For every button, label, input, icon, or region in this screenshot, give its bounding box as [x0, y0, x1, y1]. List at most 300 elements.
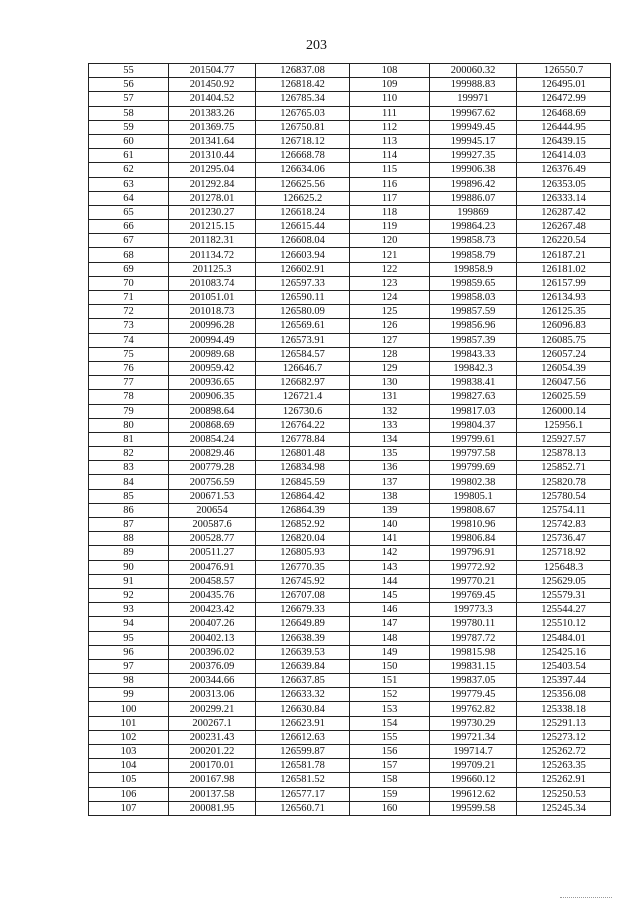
x-coordinate-right: 199709.21 — [430, 759, 517, 773]
x-coordinate-left: 201292.84 — [169, 177, 256, 191]
y-coordinate-right: 126376.49 — [517, 163, 611, 177]
y-coordinate-right: 126267.48 — [517, 220, 611, 234]
point-number-left: 96 — [89, 645, 169, 659]
point-number-right: 149 — [350, 645, 430, 659]
point-number-right: 143 — [350, 560, 430, 574]
x-coordinate-left: 200376.09 — [169, 659, 256, 673]
y-coordinate-right: 126333.14 — [517, 191, 611, 205]
x-coordinate-right: 199806.84 — [430, 532, 517, 546]
point-number-left: 67 — [89, 234, 169, 248]
x-coordinate-left: 200756.59 — [169, 475, 256, 489]
point-number-left: 75 — [89, 347, 169, 361]
x-coordinate-left: 201278.01 — [169, 191, 256, 205]
point-number-left: 71 — [89, 291, 169, 305]
y-coordinate-right: 126054.39 — [517, 361, 611, 375]
table-row — [89, 787, 611, 801]
x-coordinate-left: 200167.98 — [169, 773, 256, 787]
point-number-right: 110 — [350, 92, 430, 106]
point-number-left: 63 — [89, 177, 169, 191]
table-row — [89, 361, 611, 375]
y-coordinate-left: 126573.91 — [256, 333, 350, 347]
point-number-right: 148 — [350, 631, 430, 645]
y-coordinate-left: 126569.61 — [256, 319, 350, 333]
y-coordinate-right: 126220.54 — [517, 234, 611, 248]
x-coordinate-right: 199772.92 — [430, 560, 517, 574]
y-coordinate-right: 125356.08 — [517, 688, 611, 702]
table-row — [89, 645, 611, 659]
point-number-left: 62 — [89, 163, 169, 177]
table-row — [89, 191, 611, 205]
table-row — [89, 489, 611, 503]
x-coordinate-right: 199770.21 — [430, 574, 517, 588]
point-number-right: 159 — [350, 787, 430, 801]
x-coordinate-right: 199730.29 — [430, 716, 517, 730]
y-coordinate-right: 126157.99 — [517, 276, 611, 290]
y-coordinate-right: 125263.35 — [517, 759, 611, 773]
x-coordinate-right: 199799.69 — [430, 461, 517, 475]
point-number-left: 100 — [89, 702, 169, 716]
y-coordinate-left: 126581.52 — [256, 773, 350, 787]
y-coordinate-right: 126181.02 — [517, 262, 611, 276]
y-coordinate-left: 126577.17 — [256, 787, 350, 801]
x-coordinate-right: 199858.79 — [430, 248, 517, 262]
y-coordinate-right: 125852.71 — [517, 461, 611, 475]
point-number-right: 139 — [350, 503, 430, 517]
point-number-right: 137 — [350, 475, 430, 489]
point-number-right: 156 — [350, 745, 430, 759]
point-number-left: 94 — [89, 617, 169, 631]
table-row — [89, 276, 611, 290]
x-coordinate-right: 199967.62 — [430, 106, 517, 120]
y-coordinate-right: 125262.72 — [517, 745, 611, 759]
x-coordinate-left: 200458.57 — [169, 574, 256, 588]
x-coordinate-right: 199843.33 — [430, 347, 517, 361]
x-coordinate-left: 200671.53 — [169, 489, 256, 503]
x-coordinate-right: 199869 — [430, 205, 517, 219]
y-coordinate-right: 125250.53 — [517, 787, 611, 801]
point-number-right: 147 — [350, 617, 430, 631]
y-coordinate-right: 126057.24 — [517, 347, 611, 361]
point-number-left: 97 — [89, 659, 169, 673]
point-number-right: 131 — [350, 390, 430, 404]
y-coordinate-right: 125403.54 — [517, 659, 611, 673]
table-row — [89, 149, 611, 163]
x-coordinate-left: 200137.58 — [169, 787, 256, 801]
point-number-right: 119 — [350, 220, 430, 234]
table-row — [89, 801, 611, 815]
x-coordinate-right: 199827.63 — [430, 390, 517, 404]
y-coordinate-right: 125425.16 — [517, 645, 611, 659]
y-coordinate-right: 125338.18 — [517, 702, 611, 716]
y-coordinate-left: 126584.57 — [256, 347, 350, 361]
point-number-left: 60 — [89, 134, 169, 148]
table-row — [89, 674, 611, 688]
y-coordinate-left: 126623.91 — [256, 716, 350, 730]
point-number-right: 116 — [350, 177, 430, 191]
point-number-left: 87 — [89, 518, 169, 532]
y-coordinate-right: 125397.44 — [517, 674, 611, 688]
x-coordinate-right: 199859.65 — [430, 276, 517, 290]
point-number-left: 55 — [89, 64, 169, 78]
table-row — [89, 134, 611, 148]
y-coordinate-left: 126668.78 — [256, 149, 350, 163]
y-coordinate-left: 126864.42 — [256, 489, 350, 503]
table-row — [89, 248, 611, 262]
point-number-left: 56 — [89, 78, 169, 92]
point-number-right: 145 — [350, 588, 430, 602]
point-number-left: 92 — [89, 588, 169, 602]
point-number-left: 66 — [89, 220, 169, 234]
y-coordinate-left: 126820.04 — [256, 532, 350, 546]
point-number-left: 79 — [89, 404, 169, 418]
point-number-left: 98 — [89, 674, 169, 688]
y-coordinate-right: 126444.95 — [517, 120, 611, 134]
point-number-right: 125 — [350, 305, 430, 319]
y-coordinate-right: 126353.05 — [517, 177, 611, 191]
point-number-left: 81 — [89, 432, 169, 446]
coordinate-table-body — [89, 64, 611, 816]
x-coordinate-left: 201369.75 — [169, 120, 256, 134]
x-coordinate-right: 199612.62 — [430, 787, 517, 801]
x-coordinate-right: 199857.59 — [430, 305, 517, 319]
x-coordinate-left: 200231.43 — [169, 730, 256, 744]
y-coordinate-right: 126096.83 — [517, 319, 611, 333]
y-coordinate-right: 126085.75 — [517, 333, 611, 347]
point-number-right: 122 — [350, 262, 430, 276]
table-row — [89, 376, 611, 390]
table-row — [89, 730, 611, 744]
point-number-right: 120 — [350, 234, 430, 248]
y-coordinate-left: 126646.7 — [256, 361, 350, 375]
point-number-left: 73 — [89, 319, 169, 333]
y-coordinate-left: 126765.03 — [256, 106, 350, 120]
x-coordinate-left: 200854.24 — [169, 432, 256, 446]
x-coordinate-left: 201404.52 — [169, 92, 256, 106]
x-coordinate-left: 200396.02 — [169, 645, 256, 659]
x-coordinate-right: 199810.96 — [430, 518, 517, 532]
y-coordinate-left: 126745.92 — [256, 574, 350, 588]
y-coordinate-right: 126047.56 — [517, 376, 611, 390]
y-coordinate-right: 125262.91 — [517, 773, 611, 787]
table-row — [89, 475, 611, 489]
y-coordinate-right: 125820.78 — [517, 475, 611, 489]
x-coordinate-left: 200829.46 — [169, 447, 256, 461]
point-number-left: 103 — [89, 745, 169, 759]
x-coordinate-left: 200344.66 — [169, 674, 256, 688]
point-number-right: 117 — [350, 191, 430, 205]
table-row — [89, 461, 611, 475]
x-coordinate-left: 200989.68 — [169, 347, 256, 361]
x-coordinate-right: 199856.96 — [430, 319, 517, 333]
x-coordinate-right: 199838.41 — [430, 376, 517, 390]
table-row — [89, 688, 611, 702]
point-number-right: 112 — [350, 120, 430, 134]
point-number-left: 102 — [89, 730, 169, 744]
point-number-right: 141 — [350, 532, 430, 546]
point-number-left: 89 — [89, 546, 169, 560]
y-coordinate-right: 126472.99 — [517, 92, 611, 106]
x-coordinate-left: 200170.01 — [169, 759, 256, 773]
y-coordinate-right: 126125.35 — [517, 305, 611, 319]
x-coordinate-left: 200402.13 — [169, 631, 256, 645]
y-coordinate-right: 126287.42 — [517, 205, 611, 219]
point-number-left: 106 — [89, 787, 169, 801]
point-number-right: 111 — [350, 106, 430, 120]
table-row — [89, 759, 611, 773]
point-number-right: 114 — [350, 149, 430, 163]
point-number-left: 82 — [89, 447, 169, 461]
y-coordinate-left: 126778.84 — [256, 432, 350, 446]
table-row — [89, 574, 611, 588]
x-coordinate-left: 201341.64 — [169, 134, 256, 148]
point-number-left: 90 — [89, 560, 169, 574]
page-number: 203 — [306, 38, 327, 53]
point-number-left: 91 — [89, 574, 169, 588]
y-coordinate-left: 126649.89 — [256, 617, 350, 631]
y-coordinate-right: 126134.93 — [517, 291, 611, 305]
point-number-right: 128 — [350, 347, 430, 361]
table-row — [89, 603, 611, 617]
point-number-left: 57 — [89, 92, 169, 106]
x-coordinate-left: 200511.27 — [169, 546, 256, 560]
y-coordinate-right: 125291.13 — [517, 716, 611, 730]
x-coordinate-left: 200081.95 — [169, 801, 256, 815]
x-coordinate-right: 199787.72 — [430, 631, 517, 645]
x-coordinate-left: 201215.15 — [169, 220, 256, 234]
table-row — [89, 631, 611, 645]
point-number-right: 138 — [350, 489, 430, 503]
x-coordinate-right: 199864.23 — [430, 220, 517, 234]
point-number-left: 76 — [89, 361, 169, 375]
y-coordinate-left: 126634.06 — [256, 163, 350, 177]
point-number-left: 85 — [89, 489, 169, 503]
point-number-right: 144 — [350, 574, 430, 588]
point-number-right: 155 — [350, 730, 430, 744]
x-coordinate-left: 201310.44 — [169, 149, 256, 163]
y-coordinate-left: 126805.93 — [256, 546, 350, 560]
point-number-left: 104 — [89, 759, 169, 773]
y-coordinate-left: 126852.92 — [256, 518, 350, 532]
point-number-left: 93 — [89, 603, 169, 617]
table-row — [89, 120, 611, 134]
x-coordinate-left: 200299.21 — [169, 702, 256, 716]
y-coordinate-right: 125484.01 — [517, 631, 611, 645]
x-coordinate-right: 199769.45 — [430, 588, 517, 602]
x-coordinate-right: 199837.05 — [430, 674, 517, 688]
x-coordinate-left: 200779.28 — [169, 461, 256, 475]
x-coordinate-right: 199802.38 — [430, 475, 517, 489]
y-coordinate-left: 126618.24 — [256, 205, 350, 219]
y-coordinate-left: 126770.35 — [256, 560, 350, 574]
y-coordinate-right: 126468.69 — [517, 106, 611, 120]
point-number-right: 124 — [350, 291, 430, 305]
x-coordinate-left: 201051.01 — [169, 291, 256, 305]
y-coordinate-right: 125736.47 — [517, 532, 611, 546]
x-coordinate-right: 199780.11 — [430, 617, 517, 631]
x-coordinate-left: 200407.26 — [169, 617, 256, 631]
y-coordinate-right: 125510.12 — [517, 617, 611, 631]
point-number-right: 130 — [350, 376, 430, 390]
x-coordinate-right: 199796.91 — [430, 546, 517, 560]
table-row — [89, 220, 611, 234]
point-number-right: 135 — [350, 447, 430, 461]
y-coordinate-right: 125956.1 — [517, 418, 611, 432]
point-number-right: 150 — [350, 659, 430, 673]
x-coordinate-left: 201125.3 — [169, 262, 256, 276]
y-coordinate-right: 125780.54 — [517, 489, 611, 503]
x-coordinate-right: 199971 — [430, 92, 517, 106]
table-row — [89, 205, 611, 219]
point-number-right: 134 — [350, 432, 430, 446]
x-coordinate-left: 200654 — [169, 503, 256, 517]
y-coordinate-right: 125878.13 — [517, 447, 611, 461]
y-coordinate-right: 125629.05 — [517, 574, 611, 588]
x-coordinate-right: 199762.82 — [430, 702, 517, 716]
table-row — [89, 390, 611, 404]
x-coordinate-right: 199896.42 — [430, 177, 517, 191]
x-coordinate-right: 199773.3 — [430, 603, 517, 617]
table-row — [89, 447, 611, 461]
point-number-right: 142 — [350, 546, 430, 560]
point-number-right: 118 — [350, 205, 430, 219]
table-row — [89, 617, 611, 631]
y-coordinate-left: 126864.39 — [256, 503, 350, 517]
y-coordinate-left: 126612.63 — [256, 730, 350, 744]
table-row — [89, 503, 611, 517]
x-coordinate-left: 201083.74 — [169, 276, 256, 290]
point-number-right: 158 — [350, 773, 430, 787]
x-coordinate-right: 199842.3 — [430, 361, 517, 375]
x-coordinate-left: 201230.27 — [169, 205, 256, 219]
point-number-left: 61 — [89, 149, 169, 163]
x-coordinate-right: 199808.67 — [430, 503, 517, 517]
x-coordinate-right: 199906.38 — [430, 163, 517, 177]
y-coordinate-left: 126633.32 — [256, 688, 350, 702]
x-coordinate-right: 199815.98 — [430, 645, 517, 659]
x-coordinate-left: 200994.49 — [169, 333, 256, 347]
y-coordinate-left: 126721.4 — [256, 390, 350, 404]
y-coordinate-left: 126625.2 — [256, 191, 350, 205]
point-number-left: 80 — [89, 418, 169, 432]
x-coordinate-right: 199817.03 — [430, 404, 517, 418]
y-coordinate-left: 126625.56 — [256, 177, 350, 191]
point-number-left: 105 — [89, 773, 169, 787]
y-coordinate-left: 126590.11 — [256, 291, 350, 305]
point-number-right: 160 — [350, 801, 430, 815]
x-coordinate-left: 200435.76 — [169, 588, 256, 602]
y-coordinate-left: 126764.22 — [256, 418, 350, 432]
point-number-right: 109 — [350, 78, 430, 92]
point-number-left: 65 — [89, 205, 169, 219]
x-coordinate-right: 199858.73 — [430, 234, 517, 248]
y-coordinate-left: 126637.85 — [256, 674, 350, 688]
y-coordinate-right: 126495.01 — [517, 78, 611, 92]
y-coordinate-left: 126834.98 — [256, 461, 350, 475]
point-number-right: 153 — [350, 702, 430, 716]
table-row — [89, 291, 611, 305]
x-coordinate-right: 199927.35 — [430, 149, 517, 163]
x-coordinate-right: 199857.39 — [430, 333, 517, 347]
y-coordinate-left: 126682.97 — [256, 376, 350, 390]
x-coordinate-right: 199804.37 — [430, 418, 517, 432]
table-row — [89, 702, 611, 716]
x-coordinate-right: 199797.58 — [430, 447, 517, 461]
y-coordinate-left: 126750.81 — [256, 120, 350, 134]
y-coordinate-left: 126602.91 — [256, 262, 350, 276]
x-coordinate-left: 200423.42 — [169, 603, 256, 617]
x-coordinate-left: 201018.73 — [169, 305, 256, 319]
point-number-right: 113 — [350, 134, 430, 148]
point-number-right: 129 — [350, 361, 430, 375]
table-row — [89, 319, 611, 333]
x-coordinate-right: 199988.83 — [430, 78, 517, 92]
table-row — [89, 234, 611, 248]
table-row — [89, 659, 611, 673]
x-coordinate-left: 201450.92 — [169, 78, 256, 92]
x-coordinate-right: 199805.1 — [430, 489, 517, 503]
x-coordinate-left: 200898.64 — [169, 404, 256, 418]
x-coordinate-right: 199660.12 — [430, 773, 517, 787]
table-row — [89, 64, 611, 78]
y-coordinate-right: 126550.7 — [517, 64, 611, 78]
table-row — [89, 404, 611, 418]
y-coordinate-left: 126638.39 — [256, 631, 350, 645]
point-number-left: 59 — [89, 120, 169, 134]
point-number-right: 132 — [350, 404, 430, 418]
y-coordinate-right: 126025.59 — [517, 390, 611, 404]
y-coordinate-right: 125718.92 — [517, 546, 611, 560]
y-coordinate-left: 126639.53 — [256, 645, 350, 659]
x-coordinate-right: 199945.17 — [430, 134, 517, 148]
x-coordinate-right: 199858.9 — [430, 262, 517, 276]
point-number-right: 126 — [350, 319, 430, 333]
x-coordinate-left: 200267.1 — [169, 716, 256, 730]
point-number-left: 84 — [89, 475, 169, 489]
point-number-right: 154 — [350, 716, 430, 730]
x-coordinate-left: 200959.42 — [169, 361, 256, 375]
point-number-left: 77 — [89, 376, 169, 390]
x-coordinate-left: 200868.69 — [169, 418, 256, 432]
point-number-left: 101 — [89, 716, 169, 730]
point-number-right: 133 — [350, 418, 430, 432]
table-row — [89, 92, 611, 106]
table-row — [89, 106, 611, 120]
scan-edge-mark — [560, 897, 612, 898]
y-coordinate-left: 126597.33 — [256, 276, 350, 290]
x-coordinate-right: 199779.45 — [430, 688, 517, 702]
y-coordinate-left: 126560.71 — [256, 801, 350, 815]
point-number-left: 107 — [89, 801, 169, 815]
y-coordinate-right: 125754.11 — [517, 503, 611, 517]
point-number-left: 58 — [89, 106, 169, 120]
y-coordinate-right: 125927.57 — [517, 432, 611, 446]
y-coordinate-right: 125648.3 — [517, 560, 611, 574]
y-coordinate-right: 125544.27 — [517, 603, 611, 617]
table-row — [89, 78, 611, 92]
y-coordinate-left: 126718.12 — [256, 134, 350, 148]
point-number-left: 86 — [89, 503, 169, 517]
x-coordinate-right: 199858.03 — [430, 291, 517, 305]
point-number-left: 78 — [89, 390, 169, 404]
point-number-left: 83 — [89, 461, 169, 475]
x-coordinate-left: 200528.77 — [169, 532, 256, 546]
y-coordinate-left: 126730.6 — [256, 404, 350, 418]
y-coordinate-right: 126187.21 — [517, 248, 611, 262]
x-coordinate-right: 199599.58 — [430, 801, 517, 815]
y-coordinate-right: 126414.03 — [517, 149, 611, 163]
y-coordinate-left: 126603.94 — [256, 248, 350, 262]
y-coordinate-right: 126439.15 — [517, 134, 611, 148]
